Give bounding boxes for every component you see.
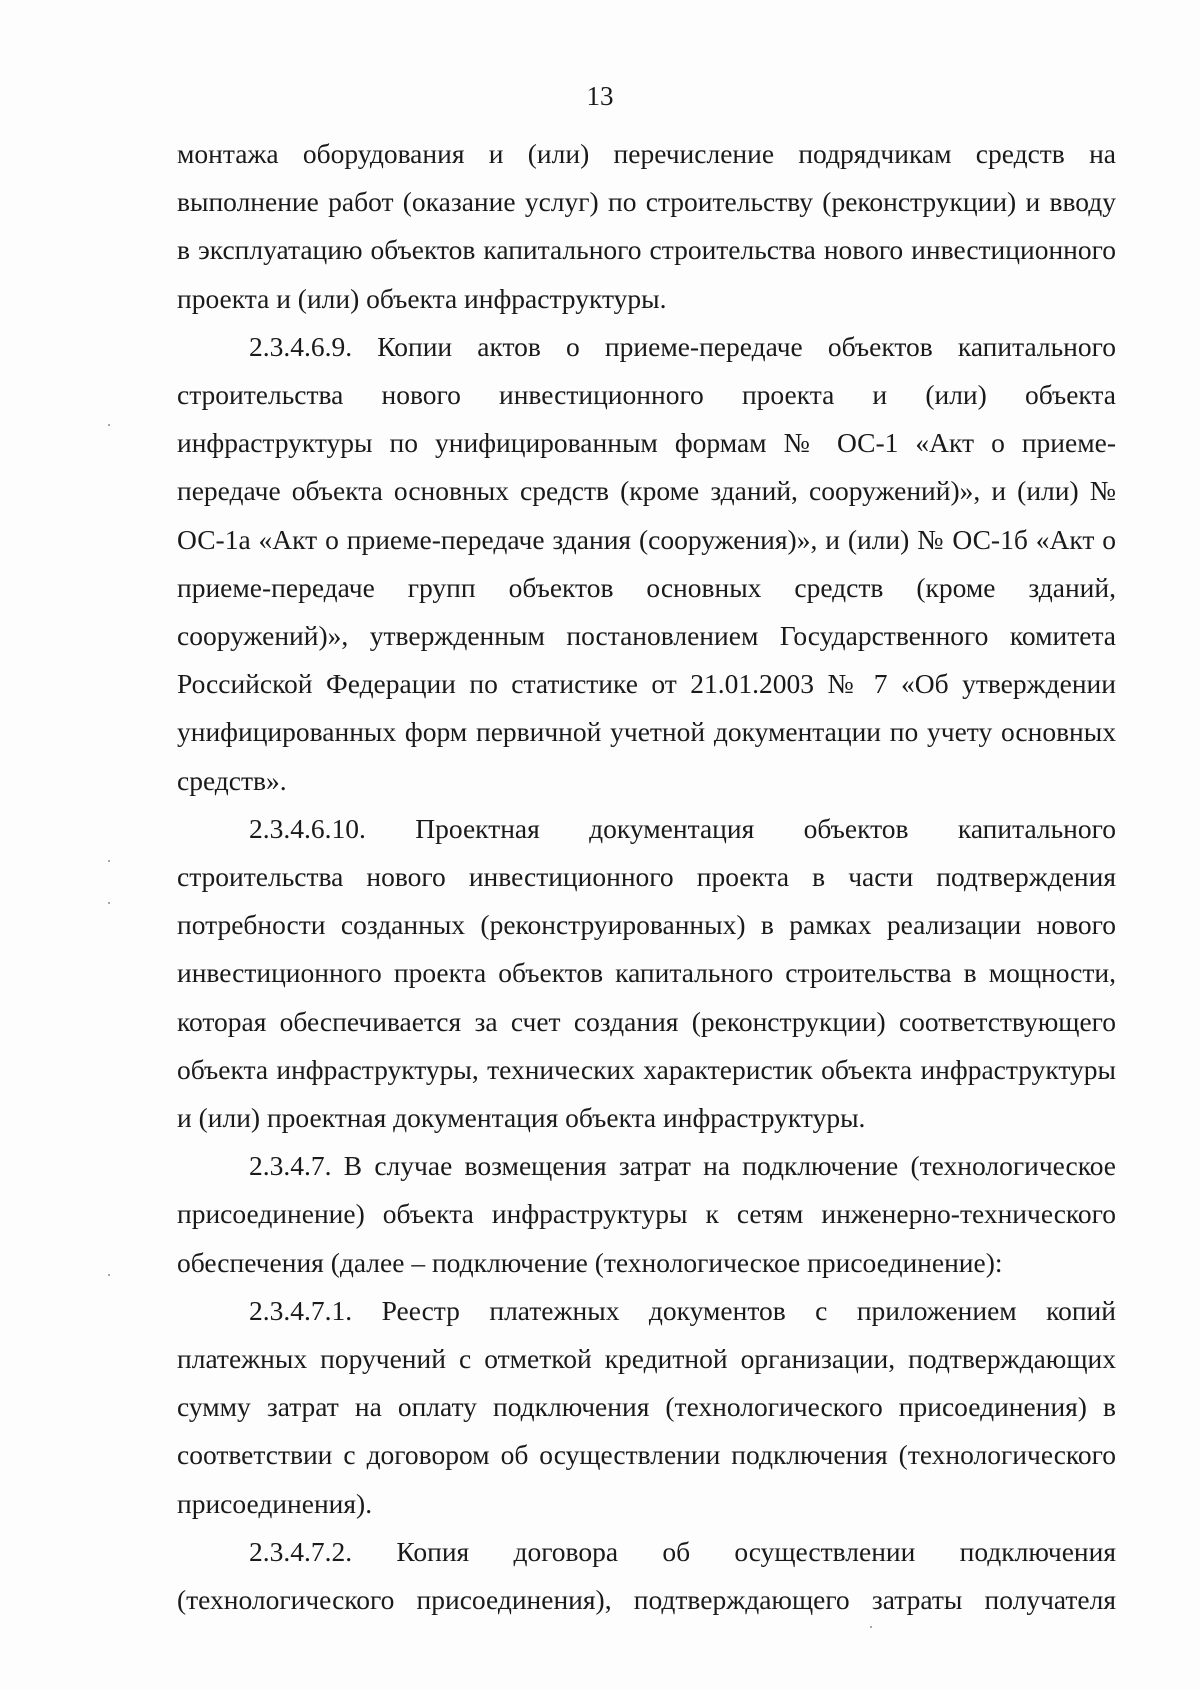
paragraph-continuation: монтажа оборудования и (или) перечисление подрядчикам средств на выполнение работ (оказание услуг) по строительству (реконструкции) и вводу в эксплуатацию объектов капитального строительства нового инвестиционного проекта и (или) объекта инфраструктуры. <box>177 138 1116 314</box>
scan-speck <box>870 1626 872 1628</box>
paragraph-2-3-4-7-1: 2.3.4.7.1. Реестр платежных документов с приложением копий платежных поручений с отметкой кредитной организации, подтверждающих сумму затрат на оплату подключения (технологического присоединения) в соответствии с договором об осуществлении подключения (технологического присоединения). <box>177 1294 1116 1519</box>
paragraph-2-3-4-7: 2.3.4.7. В случае возмещения затрат на подключение (технологическое присоединение) объекта инфраструктуры к сетям инженерно-технического обеспечения (далее – подключение (технологическое присоединение): <box>177 1150 1116 1278</box>
scan-speck <box>108 1274 110 1276</box>
page-number: 13 <box>586 81 614 111</box>
paragraph-2-3-4-6-9: 2.3.4.6.9. Копии актов о приеме-передаче объектов капитального строительства нового инвестиционного проекта и (или) объекта инфраструктуры по унифицированным формам № ОС-1 «Акт о приеме-передаче объекта основных средств (кроме зданий, сооружений)», и (или) № ОС-1а «Акт о приеме-передаче здания (сооружения)», и (или) № ОС-1б «Акт о приеме-передаче групп объектов основных средств (кроме зданий, сооружений)», утвержденным постановлением Государственного комитета Российской Федерации по статистике от 21.01.2003 № 7 «Об утверждении унифицированных форм первичной учетной документации по учету основных средств». <box>177 330 1116 796</box>
scan-speck <box>108 860 110 862</box>
document-body <box>177 130 1116 1624</box>
paragraph-2-3-4-7-2: 2.3.4.7.2. Копия договора об осуществлении подключения (технологического присоединения), подтверждающего затраты получателя <box>177 1535 1116 1616</box>
scan-speck <box>108 424 110 426</box>
paragraph-2-3-4-6-10: 2.3.4.6.10. Проектная документация объектов капитального строительства нового инвестиционного проекта в части подтверждения потребности созданных (реконструированных) в рамках реализации нового инвестиционного проекта объектов капитального строительства в мощности, которая обеспечивается за счет создания (реконструкции) соответствующего объекта инфраструктуры, технических характеристик объекта инфраструктуры и (или) проектная документация объекта инфраструктуры. <box>177 812 1116 1134</box>
scan-speck <box>108 902 110 904</box>
